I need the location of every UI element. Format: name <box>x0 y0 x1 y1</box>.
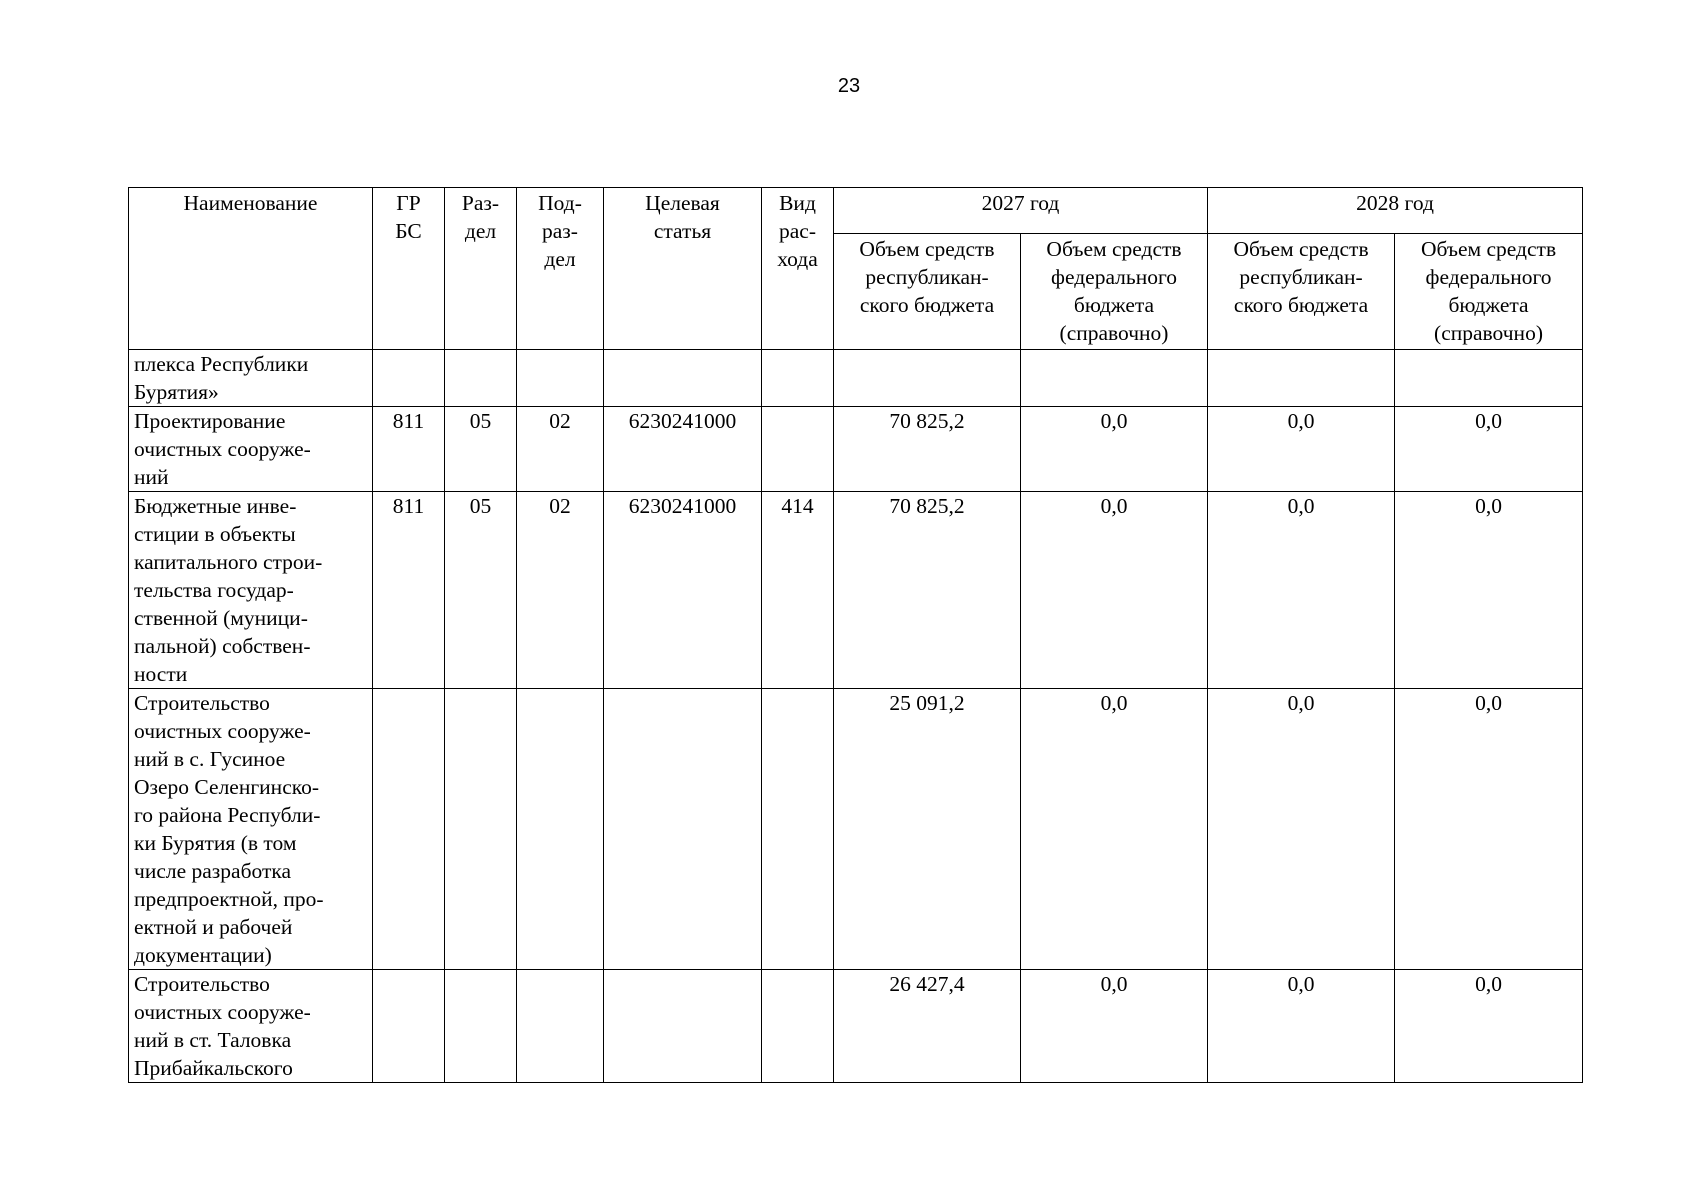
cell-razdel <box>445 689 517 970</box>
table-row <box>129 492 1583 689</box>
cell-grbs <box>373 350 445 407</box>
cell-republic-2028: 0,0 <box>1208 492 1395 689</box>
cell-federal-2027: 0,0 <box>1021 407 1208 492</box>
cell-federal-2027: 0,0 <box>1021 970 1208 1083</box>
cell-grbs: 811 <box>373 492 445 689</box>
cell-republic-2027: 26 427,4 <box>834 970 1021 1083</box>
table-row <box>129 689 1583 970</box>
cell-name: Строительство очистных сооруже- ний в ст. Таловка Прибайкальского <box>129 970 373 1083</box>
table-row <box>129 407 1583 492</box>
budget-table <box>128 187 1583 1083</box>
cell-federal-2027 <box>1021 350 1208 407</box>
header-year-2028: 2028 год <box>1208 188 1583 234</box>
cell-grbs <box>373 689 445 970</box>
cell-name: Проектирование очистных сооруже- ний <box>129 407 373 492</box>
cell-podrazdel <box>517 350 604 407</box>
page-number: 23 <box>837 75 861 97</box>
cell-podrazdel: 02 <box>517 492 604 689</box>
cell-name: Строительство очистных сооруже- ний в с. Гусиное Озеро Селенгинско- го района Республи- ки Бурятия (в том числе разработка предпроектной, про- ектной и рабочей документации) <box>129 689 373 970</box>
header-podrazdel: Под- раз- дел <box>517 188 604 350</box>
cell-grbs <box>373 970 445 1083</box>
cell-federal-2027: 0,0 <box>1021 492 1208 689</box>
cell-republic-2027: 70 825,2 <box>834 407 1021 492</box>
cell-federal-2028: 0,0 <box>1395 689 1583 970</box>
cell-vid-rashoda <box>762 970 834 1083</box>
table-row <box>129 350 1583 407</box>
header-celevaya-statya: Целевая статья <box>604 188 762 350</box>
cell-republic-2027: 25 091,2 <box>834 689 1021 970</box>
cell-republic-2027: 70 825,2 <box>834 492 1021 689</box>
cell-name: плекса Республики Бурятия» <box>129 350 373 407</box>
cell-federal-2028 <box>1395 350 1583 407</box>
cell-celevaya-statya: 6230241000 <box>604 492 762 689</box>
header-republic-2028: Объем средств республикан- ского бюджета <box>1208 234 1395 350</box>
cell-republic-2028: 0,0 <box>1208 689 1395 970</box>
cell-republic-2028: 0,0 <box>1208 970 1395 1083</box>
cell-vid-rashoda <box>762 689 834 970</box>
header-grbs: ГР БС <box>373 188 445 350</box>
header-federal-2028: Объем средств федерального бюджета (справочно) <box>1395 234 1583 350</box>
cell-name: Бюджетные инве- стиции в объекты капитального строи- тельства государ- ственной (муници- пальной) собствен- ности <box>129 492 373 689</box>
cell-celevaya-statya <box>604 350 762 407</box>
cell-federal-2027: 0,0 <box>1021 689 1208 970</box>
cell-razdel <box>445 970 517 1083</box>
header-vid-rashoda: Вид рас- хода <box>762 188 834 350</box>
cell-podrazdel <box>517 970 604 1083</box>
cell-celevaya-statya <box>604 970 762 1083</box>
header-name: Наименование <box>129 188 373 350</box>
cell-republic-2028 <box>1208 350 1395 407</box>
cell-vid-rashoda <box>762 350 834 407</box>
cell-razdel <box>445 350 517 407</box>
cell-razdel: 05 <box>445 492 517 689</box>
header-federal-2027: Объем средств федерального бюджета (справочно) <box>1021 234 1208 350</box>
cell-federal-2028: 0,0 <box>1395 970 1583 1083</box>
header-row-top <box>129 188 1583 234</box>
header-razdel: Раз- дел <box>445 188 517 350</box>
cell-celevaya-statya <box>604 689 762 970</box>
cell-federal-2028: 0,0 <box>1395 492 1583 689</box>
cell-vid-rashoda: 414 <box>762 492 834 689</box>
cell-vid-rashoda <box>762 407 834 492</box>
cell-grbs: 811 <box>373 407 445 492</box>
table-row <box>129 970 1583 1083</box>
cell-republic-2027 <box>834 350 1021 407</box>
cell-celevaya-statya: 6230241000 <box>604 407 762 492</box>
cell-republic-2028: 0,0 <box>1208 407 1395 492</box>
cell-federal-2028: 0,0 <box>1395 407 1583 492</box>
header-year-2027: 2027 год <box>834 188 1208 234</box>
cell-podrazdel: 02 <box>517 407 604 492</box>
cell-razdel: 05 <box>445 407 517 492</box>
header-republic-2027: Объем средств республикан- ского бюджета <box>834 234 1021 350</box>
cell-podrazdel <box>517 689 604 970</box>
